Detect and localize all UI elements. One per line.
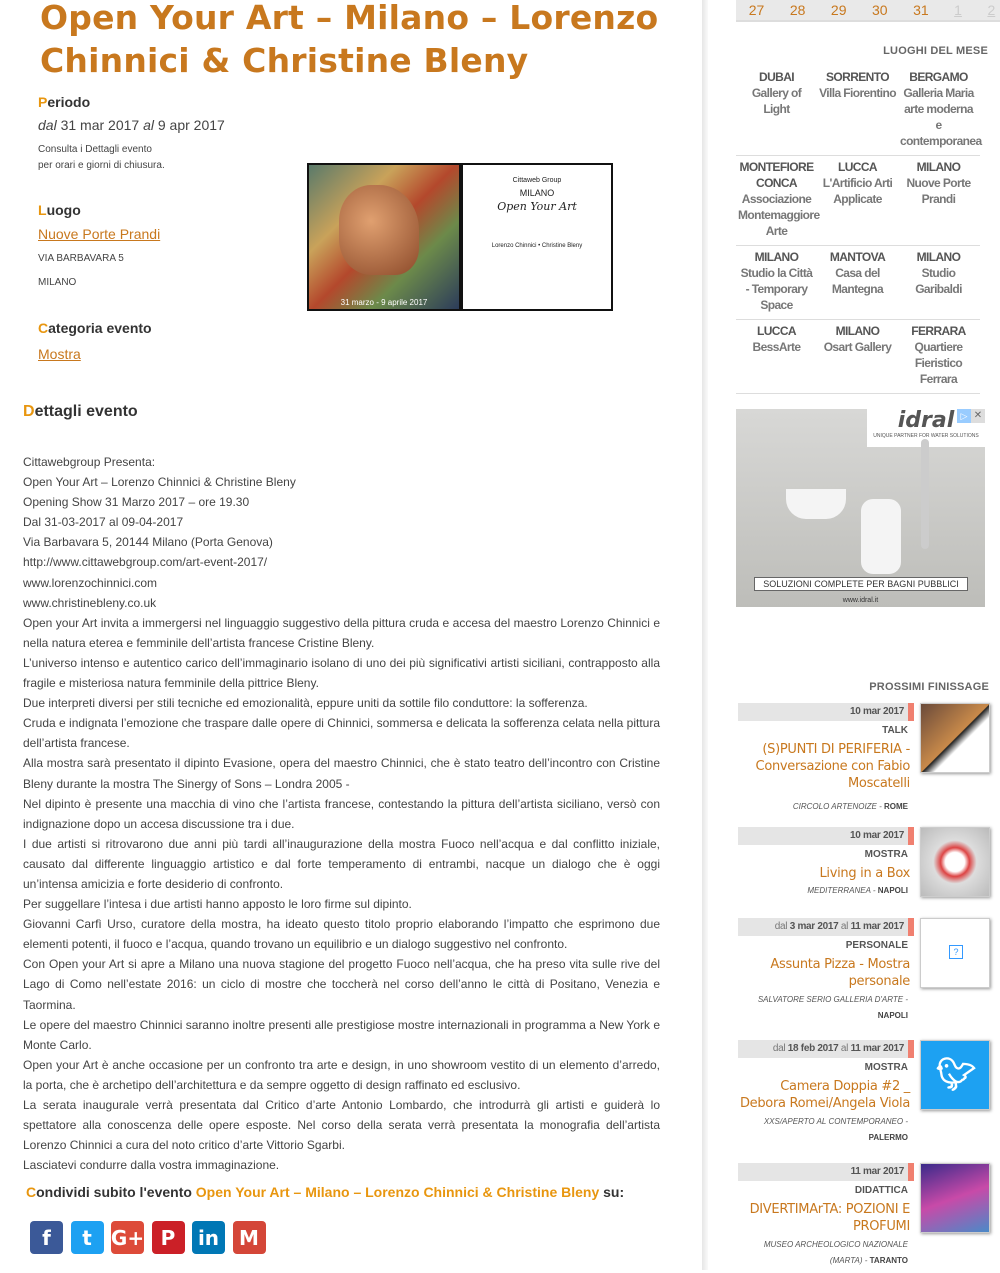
luogo-city: MILANO (835, 324, 880, 338)
page-title: Open Your Art – Milano – Lorenzo Chinnici & Christine Bleny (40, 0, 659, 80)
finissage-date (738, 703, 914, 721)
linkedin-share-icon[interactable]: in (192, 1221, 225, 1254)
luogo-item[interactable] (736, 246, 817, 319)
details-paragraph: Open Your Art – Lorenzo Chinnici & Christine Bleny (23, 475, 296, 490)
luogo-name: Osart Gallery (823, 340, 892, 354)
share-line (26, 1184, 624, 1200)
finissage-date-end: 11 mar 2017 (850, 1166, 904, 1177)
luogo-city: MONTEFIORE CONCA (739, 160, 814, 190)
finissage-to-word: al (840, 1043, 849, 1054)
luogo-item[interactable] (817, 66, 898, 155)
finissage-thumbnail[interactable] (920, 1040, 990, 1110)
finissage-venue: CIRCOLO ARTENOIZE (792, 802, 877, 811)
luogo-name: Associazione Montemaggiore Arte (738, 192, 820, 238)
details-paragraph[interactable]: www.christinebleny.co.uk (23, 595, 157, 610)
finissage-event-title[interactable]: Living in a Box (819, 866, 910, 881)
finissage-venue: SALVATORE SERIO GALLERIA D'ARTE (757, 995, 904, 1004)
period-note-line-2: per orari e giorni di chiusura. (38, 160, 165, 171)
ad-brand: idral (897, 408, 955, 433)
luogo-city: LUCCA (838, 160, 877, 174)
details-paragraph: Alla mostra sarà presentato il dipinto Evasione, opera del maestro Chinnici, che è stato teatro dell’incontro con Cristine Bleny durante la mostra The Sinergy of Sons – Londra 2005 - (23, 756, 660, 791)
finissage-city: NAPOLI (877, 1011, 908, 1020)
luogo-city: LUCCA (757, 324, 796, 338)
luogo-item[interactable] (817, 246, 898, 319)
calendar-day[interactable]: 31 (913, 2, 929, 18)
luogo-name: Studio la Città - Temporary Space (740, 266, 813, 312)
finissage-date (738, 1040, 914, 1058)
twitter-bird-icon: 🐦︎ (935, 1056, 977, 1092)
details-paragraph: Per suggellare l’intesa i due artisti hanno apposto le loro firme sul dipinto. (23, 897, 412, 912)
period-to: 9 apr 2017 (157, 117, 225, 133)
ad-url: www.idral.it (842, 597, 879, 604)
details-paragraph: Giovanni Carfì Urso, curatore della mostra, ha ideato questo titolo proprio elaborando l’impatto che esprimono due elementi potenti, il fuoco e l’acqua, quando trovano un equilibrio e un dialogo suggestivo nel confronto. (23, 917, 660, 952)
ad-caption: SOLUZIONI COMPLETE PER BAGNI PUBBLICI (754, 577, 968, 591)
finissage-type: MOSTRA (864, 849, 908, 860)
luogo-item[interactable] (898, 66, 982, 155)
column-divider (702, 0, 708, 1270)
ad-tagline: UNIQUE PARTNER FOR WATER SOLUTIONS (873, 433, 979, 439)
category-label-text: Categoria evento (38, 320, 152, 336)
luoghi-row (736, 320, 980, 394)
luogo-city: DUBAI (759, 70, 794, 84)
finissage-type: DIDATTICA (854, 1185, 908, 1196)
finissage-venue: MEDITERRANEA (807, 886, 871, 895)
details-paragraph: Due interpreti diversi per stili tecniche ed emozionalità, eppure uniti da sottile filo conduttore: la sofferenza. (23, 696, 588, 711)
finissage-item[interactable] (738, 1040, 990, 1150)
finissage-city: ROME (884, 802, 908, 811)
luoghi-row (736, 156, 980, 246)
finissage-city: NAPOLI (877, 886, 908, 895)
calendar-day[interactable]: 1 (954, 2, 962, 18)
poster-painting (309, 165, 459, 309)
sidebar (718, 0, 1000, 1270)
poster-names: Lorenzo Chinnici • Christine Bleny (491, 243, 583, 249)
finissage-thumbnail[interactable] (920, 1163, 990, 1233)
period-from-word: dal (38, 117, 57, 133)
category-link[interactable]: Mostra (38, 346, 81, 362)
period-label (38, 94, 90, 110)
finissage-event-title[interactable]: DIVERTIMArTA: POZIONI E PROFUMI (749, 1202, 910, 1234)
finissage-from: 18 feb 2017 (787, 1043, 839, 1054)
finissage-from-word: dal (774, 921, 788, 932)
ad-toilet-shape (861, 499, 901, 574)
poster-caption: 31 marzo - 9 aprile 2017 (340, 298, 428, 307)
pinterest-share-icon[interactable]: P (152, 1221, 185, 1254)
event-poster-image[interactable] (307, 163, 613, 311)
finissage-date-end: 10 mar 2017 (850, 830, 904, 841)
finissage-type: TALK (882, 725, 908, 736)
luogo-city: MILANO (916, 250, 961, 264)
luogo-item[interactable] (898, 320, 979, 393)
luogo-city: MILANO (916, 160, 961, 174)
period-note-line-1: Consulta i Dettagli evento (38, 144, 152, 155)
luogo-name: Galleria Maria arte moderna e contemporanea (900, 86, 982, 148)
luogo-item[interactable] (817, 320, 898, 393)
period-to-word: al (143, 117, 154, 133)
finissage-city: TARANTO (869, 1256, 908, 1265)
calendar-day[interactable]: 28 (789, 2, 806, 18)
ad-sink-shape (786, 489, 846, 519)
calendar-days-row (736, 0, 1000, 22)
ad-grab-bar (921, 439, 929, 549)
luogo-name: Gallery of Light (751, 86, 802, 116)
luoghi-row (736, 246, 980, 320)
luogo-name: Villa Fiorentino (819, 86, 896, 100)
luogo-city: MILANO (754, 250, 799, 264)
share-suffix: su: (603, 1184, 625, 1200)
details-paragraph: Via Barbavara 5, 20144 Milano (Porta Genova) (23, 535, 273, 550)
finissage-date (738, 827, 914, 845)
luogo-name: Casa del Mantegna (831, 266, 884, 296)
finissage-place: CIRCOLO ARTENOIZE - ROME (792, 802, 908, 811)
poster-city: MILANO (519, 188, 555, 198)
finissage-date-end: 11 mar 2017 (850, 921, 904, 932)
details-paragraph: Con Open your Art si apre a Milano una nuova stagione del progetto Fuoco nell’acqua, che ha preso vita sulle rive del Lago di Como nell’estate 2016: un ciclo di mostre che toccherà nel corso dell’anno le città di Positano, Venezia e Taormina. (23, 957, 660, 1012)
luogo-item[interactable] (736, 66, 817, 155)
finissage-to-word: al (840, 921, 849, 932)
finissage-thumbnail[interactable] (920, 918, 990, 988)
luogo-name: Quartiere Fieristico Ferrara (914, 340, 963, 386)
details-paragraph: Open your Art invita a immergersi nel linguaggio suggestivo della pittura cruda e accesa del maestro Lorenzo Chinnici e nella natura eterea e femminile dell’artista francese Cristine Bleny. (23, 615, 660, 650)
place-address: VIA BARBAVARA 5 (38, 253, 124, 264)
period-from: 31 mar 2017 (60, 117, 140, 133)
details-paragraph: I due artisti si ritrovarono due anni più tardi all’inaugurazione della mostra Fuoco nell’acqua e dal conflitto iniziale, causato dal differente linguaggio artistico e dal forte temperamento di entrambi, nacque un dialogo che è oggi un’intensa amicizia e forte desiderio di confronto. (23, 836, 660, 891)
finissage-place: MEDITERRANEA - NAPOLI (807, 886, 908, 895)
finissage-city: PALERMO (868, 1133, 908, 1142)
place-city: MILANO (38, 277, 77, 288)
finissage-item[interactable] (738, 703, 990, 813)
event-details-text (23, 452, 660, 1175)
finissage-from: 3 mar 2017 (789, 921, 839, 932)
place-label (38, 202, 81, 218)
finissage-place: MUSEO ARCHEOLOGICO NAZIONALE (MARTA) - TARANTO (763, 1240, 908, 1265)
ad-info-icon[interactable]: ▷ (957, 409, 971, 423)
finissage-event-title[interactable]: Assunta Pizza - Mostra personale (770, 957, 910, 989)
period-label-text: Periodo (38, 94, 91, 110)
finissage-date-end: 11 mar 2017 (850, 1043, 904, 1054)
details-paragraph: Cruda e indignata l’emozione che traspare dalle opere di Chinnici, sommersa e delicata la sofferenza celata nella pittura dell’artista francese. (23, 716, 660, 751)
details-paragraph: Dal 31-03-2017 al 09-04-2017 (23, 515, 184, 530)
finissage-from-word: dal (772, 1043, 786, 1054)
place-link[interactable]: Nuove Porte Prandi (38, 226, 161, 242)
luogo-city: MANTOVA (829, 250, 886, 264)
luogo-item[interactable] (817, 156, 898, 245)
details-label-text: Dettagli evento (23, 403, 138, 420)
google-plus-share-icon[interactable]: G+ (111, 1221, 144, 1254)
luogo-city: SORRENTO (826, 70, 889, 84)
poster-text-panel (463, 165, 611, 309)
finissage-item[interactable] (738, 918, 990, 1028)
place-label-text: Luogo (38, 202, 81, 218)
luoghi-title: LUOGHI DEL MESE (883, 45, 988, 57)
luogo-name: Nuove Porte Prandi (906, 176, 971, 206)
details-paragraph: Lasciatevi condurre dalla vostra immaginazione. (23, 1158, 280, 1173)
period-note (38, 142, 165, 174)
details-paragraph: La serata inaugurale verrà presentata dal Critico d’arte Antonio Lombardo, che introdurrà gli artisti e guiderà lo spettatore alla conoscenza delle opere esposte. Nel corso della serata verrà presentata la monografia dell’artista Lorenzo Chinnici a cura del noto critico d’arte Vittorio Sgarbi. (23, 1098, 660, 1153)
details-paragraph[interactable]: http://www.cittawebgroup.com/art-event-2017/ (23, 555, 268, 570)
calendar-day[interactable]: 27 (748, 2, 765, 18)
details-paragraph: Opening Show 31 Marzo 2017 – ore 19.30 (23, 495, 250, 510)
details-paragraph[interactable]: www.lorenzochinnici.com (23, 575, 158, 590)
luoghi-row (736, 66, 980, 156)
finissage-event-title[interactable]: Camera Doppia #2 _ Debora Romei/Angela Viola (739, 1079, 910, 1111)
poster-figure-shape (339, 185, 419, 275)
finissage-thumbnail[interactable] (920, 703, 990, 773)
category-label (38, 320, 152, 336)
broken-image-icon: ? (949, 945, 963, 959)
luogo-name: Studio Garibaldi (915, 266, 962, 296)
luogo-item[interactable] (736, 156, 820, 245)
luogo-item[interactable] (898, 156, 979, 245)
finissage-place: XXS/APERTO AL CONTEMPORANEO - PALERMO (763, 1117, 908, 1142)
calendar-day[interactable]: 30 (871, 2, 888, 18)
luoghi-grid (736, 66, 980, 394)
luogo-name: BessArte (752, 340, 801, 354)
finissage-event-title[interactable]: (S)PUNTI DI PERIFERIA - Conversazione con Fabio Moscatelli (755, 742, 910, 791)
share-event-title: Open Your Art – Milano – Lorenzo Chinnici & Christine Bleny (195, 1184, 600, 1200)
finissage-type: PERSONALE (845, 940, 908, 951)
details-paragraph: Cittawebgroup Presenta: (23, 455, 156, 469)
details-paragraph: Open your Art è anche occasione per un confronto tra arte e design, in uno showroom vestito di un elemento d’arredo, la porta, che è archetipo dell’architettura e da sempre oggetto di design raffinato ed esclusivo. (23, 1057, 660, 1092)
share-prefix: Condividi subito l'evento (26, 1184, 192, 1200)
finissage-type: MOSTRA (864, 1062, 908, 1073)
period-range (38, 117, 225, 133)
luogo-name: L'Artificio Arti Applicate (822, 176, 893, 206)
luogo-item[interactable] (736, 320, 817, 393)
finissage-place: SALVATORE SERIO GALLERIA D'ARTE - NAPOLI (757, 995, 908, 1020)
finissage-date-end: 10 mar 2017 (850, 706, 904, 717)
details-paragraph: L’universo intenso e autentico carico dell’immaginario isolano di uno dei più significativi artisti siciliani, contrapposto alla fragile e misteriosa natura femminile della pittrice Bleny. (23, 655, 660, 691)
finissage-date (738, 1163, 914, 1181)
luogo-city: FERRARA (911, 324, 966, 338)
luogo-city: BERGAMO (909, 70, 968, 84)
details-paragraph: Nel dipinto è presente una macchia di vino che l’artista francese, contestando la pittura dell’artista siciliano, versò con indignazione dopo un accesa discussione tra i due. (23, 796, 660, 831)
finissage-item[interactable] (738, 1163, 990, 1273)
ad-close-icon[interactable]: ✕ (971, 409, 985, 423)
finissage-venue: MUSEO ARCHEOLOGICO NAZIONALE (MARTA) (763, 1240, 908, 1265)
details-paragraph: Le opere del maestro Chinnici saranno inoltre presenti alle prestigiose mostre internazionali in programma a New York e Monte Carlo. (23, 1017, 661, 1052)
email-share-icon[interactable]: M (233, 1221, 266, 1254)
facebook-share-icon[interactable]: f (30, 1221, 63, 1254)
luogo-item[interactable] (898, 246, 979, 319)
calendar-day[interactable]: 29 (830, 2, 847, 18)
finissage-thumbnail[interactable] (920, 827, 990, 897)
poster-script: Open Your Art (497, 200, 577, 213)
poster-brand: Cittaweb Group (512, 177, 562, 184)
finissage-title: PROSSIMI FINISSAGE (869, 681, 989, 693)
twitter-share-icon[interactable]: t (71, 1221, 104, 1254)
ad-banner[interactable] (736, 409, 985, 607)
calendar-day[interactable]: 2 (987, 2, 996, 18)
finissage-date (738, 918, 914, 936)
details-label (23, 403, 138, 421)
finissage-venue: XXS/APERTO AL CONTEMPORANEO (763, 1117, 904, 1126)
